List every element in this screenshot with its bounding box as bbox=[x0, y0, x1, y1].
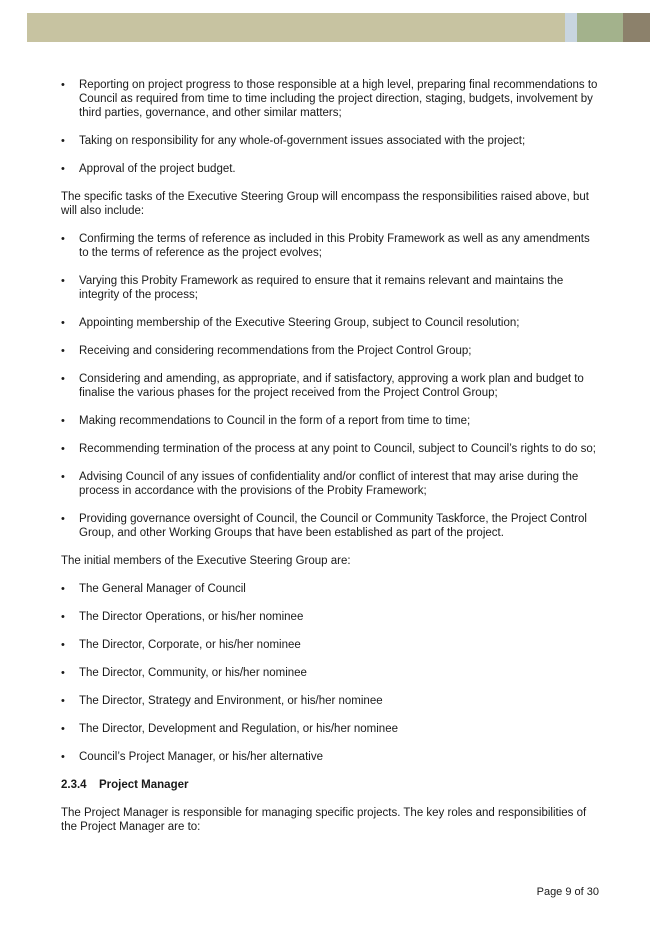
list-item: • Taking on responsibility for any whole-of-government issues associated with the project; bbox=[61, 134, 601, 148]
list-item: • Advising Council of any issues of confidentiality and/or conflict of interest that may arise during the process in accordance with the provisions of the Probity Framework; bbox=[61, 470, 601, 498]
header-band-sage bbox=[577, 13, 623, 42]
project-manager-paragraph: The Project Manager is responsible for managing specific projects. The key roles and responsibilities of the Project Manager are to: bbox=[61, 807, 587, 833]
tasks-intro-paragraph: The specific tasks of the Executive Steering Group will encompass the responsibilities raised above, but will also include: bbox=[61, 191, 589, 217]
list-item: • Varying this Probity Framework as required to ensure that it remains relevant and maintains the integrity of the process; bbox=[61, 274, 601, 302]
list-item: • The Director, Strategy and Environment, or his/her nominee bbox=[61, 694, 601, 708]
list-item: • The Director Operations, or his/her nominee bbox=[61, 610, 601, 624]
list-item: • Confirming the terms of reference as included in this Probity Framework as well as any amendments to the terms of reference as the project evolves; bbox=[61, 232, 601, 260]
header-band-pale-blue bbox=[565, 13, 577, 42]
page-number: Page 9 of 30 bbox=[536, 886, 599, 898]
list-item: • Considering and amending, as appropriate, and if satisfactory, approving a work plan and budget to finalise the various phases for the project received from the Project Control Group; bbox=[61, 372, 601, 400]
tasks-list bbox=[61, 232, 601, 540]
list-item: • Receiving and considering recommendations from the Project Control Group; bbox=[61, 344, 601, 358]
responsibilities-list bbox=[61, 78, 601, 176]
members-intro-paragraph: The initial members of the Executive Steering Group are: bbox=[61, 555, 351, 567]
list-item: • Approval of the project budget. bbox=[61, 162, 601, 176]
section-heading bbox=[61, 778, 601, 792]
list-item: • The General Manager of Council bbox=[61, 582, 601, 596]
header-band-taupe bbox=[623, 13, 650, 42]
section-title: Project Manager bbox=[99, 779, 189, 791]
list-item: • Council’s Project Manager, or his/her alternative bbox=[61, 750, 601, 764]
members-list bbox=[61, 582, 601, 764]
list-item: • Making recommendations to Council in the form of a report from time to time; bbox=[61, 414, 601, 428]
list-item: • The Director, Community, or his/her nominee bbox=[61, 666, 601, 680]
list-item: • Appointing membership of the Executive Steering Group, subject to Council resolution; bbox=[61, 316, 601, 330]
list-item: • Providing governance oversight of Council, the Council or Community Taskforce, the Project Control Group, and other Working Groups that have been established as part of the project. bbox=[61, 512, 601, 540]
section-number: 2.3.4 bbox=[61, 779, 87, 791]
list-item: • The Director, Corporate, or his/her nominee bbox=[61, 638, 601, 652]
list-item: • Recommending termination of the process at any point to Council, subject to Council’s rights to do so; bbox=[61, 442, 601, 456]
header-color-band bbox=[27, 13, 650, 42]
list-item: • Reporting on project progress to those responsible at a high level, preparing final recommendations to Council as required from time to time including the project direction, staging, budgets, involvement by third parties, governance, and other similar matters; bbox=[61, 78, 601, 120]
header-band-main bbox=[27, 13, 565, 42]
list-item: • The Director, Development and Regulation, or his/her nominee bbox=[61, 722, 601, 736]
document-body bbox=[61, 78, 601, 848]
